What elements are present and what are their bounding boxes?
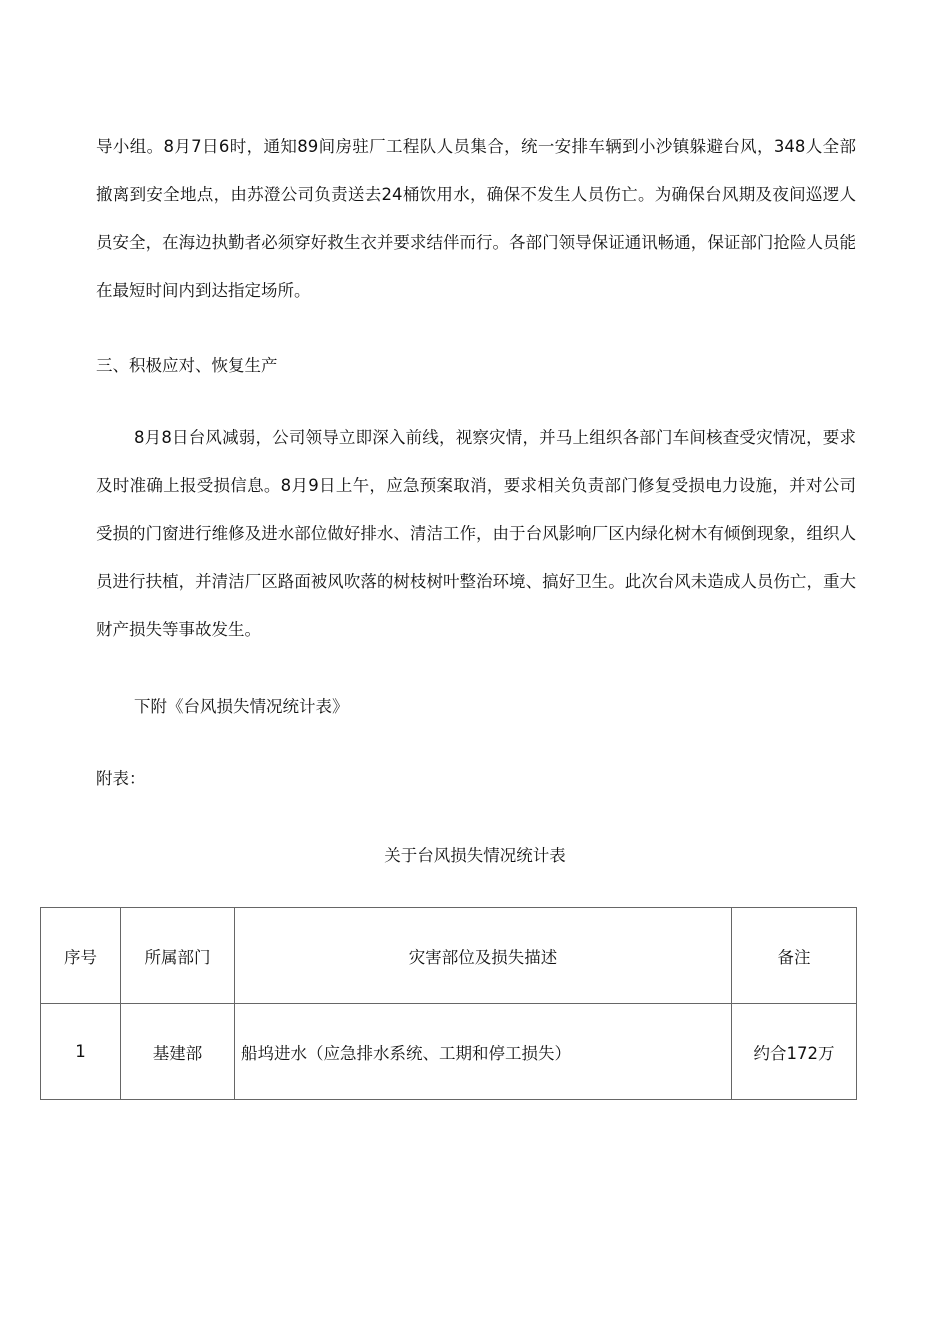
appendix-label: 附表： — [96, 769, 146, 788]
paragraph-recovery: 8月8日台风减弱，公司领导立即深入前线，视察灾情，并马上组织各部门车间核查受灾情况，要求及时准确上报受损信息。8月9日上午，应急预案取消，要求相关负责部门修复受损电力设施，并对公司受损的门窗进行维修及进水部位做好排水、清洁工作，由于台风影响厂区内绿化树木有倾倒现象，组织人员进行扶植，并清洁厂区路面被风吹落的树枝树叶整治环境、搞好卫生。此次台风未造成人员伤亡，重大财产损失等事故发生。 — [96, 428, 856, 639]
attachment-note: 下附《台风损失情况统计表》 — [134, 697, 349, 716]
cell-no: 1 — [41, 1004, 121, 1100]
header-no: 序号 — [41, 908, 121, 1004]
cell-remark: 约合172万 — [732, 1004, 857, 1100]
table-header-row — [41, 908, 857, 1004]
header-desc: 灾害部位及损失描述 — [235, 908, 732, 1004]
loss-statistics-table — [40, 907, 857, 1100]
header-dept: 所属部门 — [121, 908, 235, 1004]
header-remark: 备注 — [732, 908, 857, 1004]
table-title: 关于台风损失情况统计表 — [384, 846, 566, 865]
paragraph-evacuation: 导小组。8月7日6时，通知89间房驻厂工程队人员集合，统一安排车辆到小沙镇躲避台风，348人全部撤离到安全地点，由苏澄公司负责送去24桶饮用水，确保不发生人员伤亡。为确保台风期及夜间巡逻人员安全，在海边执勤者必须穿好救生衣并要求结伴而行。各部门领导保证通讯畅通，保证部门抢险人员能在最短时间内到达指定场所。 — [96, 137, 856, 300]
cell-dept: 基建部 — [121, 1004, 235, 1100]
cell-desc: 船坞进水（应急排水系统、工期和停工损失） — [235, 1004, 732, 1100]
section-heading-recovery: 三、积极应对、恢复生产 — [96, 356, 278, 375]
table-row — [41, 1004, 857, 1100]
